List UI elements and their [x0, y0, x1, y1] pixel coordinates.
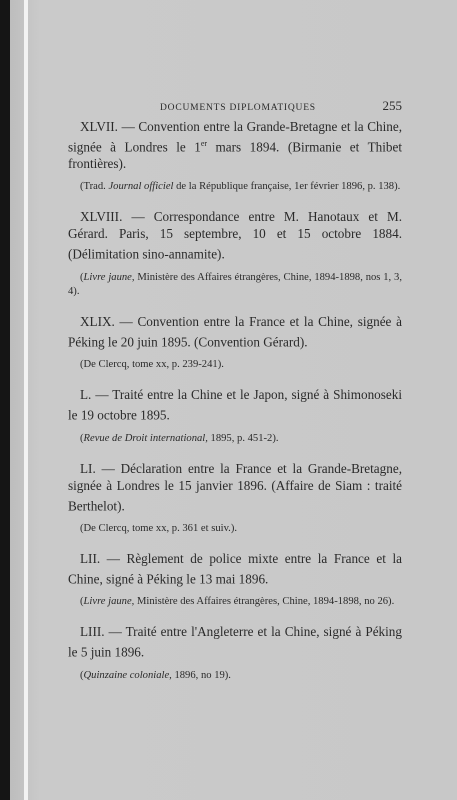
- entry-li: [68, 460, 402, 536]
- entry-title: XLVIII. — Correspondance entre M. Hanotaux et M. Gérard. Paris, 15 septembre, 10 et 15 octobre 1884. (Délimitation sino-annamite).: [68, 209, 402, 262]
- entry-xlviii: [68, 208, 402, 298]
- page-number: 255: [382, 98, 402, 113]
- entry-source: (Livre jaune, Ministère des Affaires étrangères, Chine, 1894-1898, no 26).: [80, 596, 395, 608]
- entry-title: LII. — Règlement de police mixte entre la France et la Chine, signé à Péking le 13 mai 1896.: [68, 550, 402, 587]
- running-head: DOCUMENTS DIPLOMATIQUES: [160, 103, 316, 113]
- entry-xlix: [68, 313, 402, 372]
- entry-source: (Revue de Droit international, 1895, p. 451-2).: [80, 432, 279, 444]
- entry-title: LI. — Déclaration entre la France et la Grande-Bretagne, signée à Londres le 15 janvier 1896. (Affaire de Siam : traité Berthelot).: [68, 460, 402, 513]
- entry-source: (Livre jaune, Ministère des Affaires étrangères, Chine, 1894-1898, nos 1, 3, 4).: [68, 271, 402, 297]
- book-spine-shadow: [0, 0, 10, 800]
- entry-title: L. — Traité entre la Chine et le Japon, signé à Shimonoseki le 19 octobre 1895.: [68, 387, 402, 423]
- entry-source: (Trad. Journal officiel de la République française, 1er février 1896, p. 138).: [80, 181, 401, 193]
- entry-title: XLIX. — Convention entre la France et la Chine, signée à Péking le 20 juin 1895. (Convention Gérard).: [68, 313, 402, 350]
- entry-title: XLVII. — Convention entre la Grande-Bretagne et la Chine, signée à Londres le 1er mars 1894. (Birmanie et Thibet frontières).: [68, 119, 402, 172]
- entry-title: LIII. — Traité entre l'Angleterre et la Chine, signé à Péking le 5 juin 1896.: [68, 624, 402, 660]
- entry-liii: [68, 623, 402, 682]
- book-page: [10, 0, 457, 800]
- entry-xlvii: [68, 118, 402, 194]
- ordinal-suffix: er: [200, 139, 208, 148]
- entry-source: (Quinzaine coloniale, 1896, no 19).: [80, 669, 231, 681]
- page-header: [160, 98, 402, 114]
- entry-lii: [68, 550, 402, 609]
- entry-l: [68, 386, 402, 445]
- gutter-edge: [24, 0, 28, 800]
- document-list: [68, 118, 402, 697]
- entry-source: (De Clercq, tome xx, p. 361 et suiv.).: [80, 522, 238, 534]
- entry-source: (De Clercq, tome xx, p. 239-241).: [80, 359, 224, 371]
